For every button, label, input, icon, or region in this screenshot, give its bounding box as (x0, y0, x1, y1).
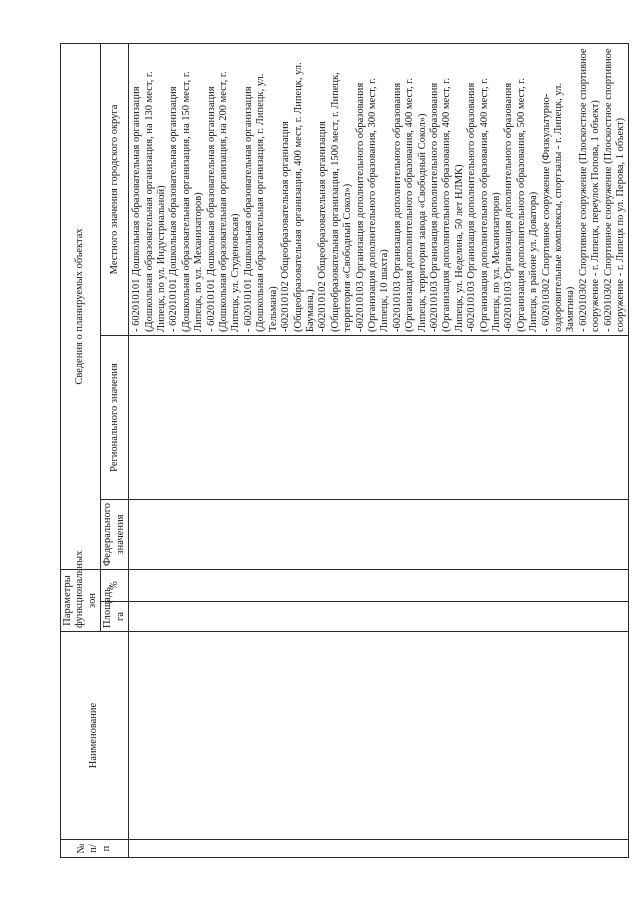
list-item: - 602010101 Дошкольная образовательная организация (Дошкольная образовательная организация, на 130 мест, г. Липецк, по ул. Индустриальной) (131, 71, 168, 332)
header-params-group: Параметры функциональных зон (61, 569, 101, 631)
header-num: № п/п (61, 840, 129, 858)
list-item: - 602010101 Дошкольная образовательная организация (Дошкольная образовательная организация, на 200 мест, г. Липецк, ул. Студеновская) (205, 71, 242, 332)
header-federal: Федерального значения (101, 499, 129, 569)
planned-objects-table (60, 43, 629, 858)
cell-percent (129, 569, 629, 601)
header-planned-group: Сведения о планируемых объектах (61, 43, 101, 569)
header-percent: % (101, 569, 129, 601)
list-item: - 602010302 Спортивное сооружение (Плоскостное спортивное сооружение - г. Липецк по ул. Перова, 1 объект) (602, 48, 627, 332)
list-item: -602010103 Организация дополнительного образования (Организация дополнительного образования, 400 мест, г. Липецк, ул. Неделина, 50 лет НЛМК) (428, 78, 465, 332)
list-item: - 602010302 Спортивное сооружение (Плоскостное спортивное сооружение - г. Липецк, переулок Попова, 1 объект) (577, 48, 602, 332)
header-area: Площадь, га (101, 602, 129, 632)
cell-name (129, 632, 629, 840)
list-item: - 602010101 Дошкольная образовательная организация (Дошкольная образовательная организация, на 150 мест, г. Липецк, по ул. Механизаторов) (168, 71, 205, 332)
cell-local-items (129, 43, 629, 335)
list-item: -602010103 Организация дополнительного образования (Организация дополнительного образования, 300 мест, г. Липецк, 10 шахта) (354, 78, 391, 332)
cell-area (129, 602, 629, 632)
list-item: -602010102 Общеобразовательная организация (Общеобразовательная организация, 400 мест, г. Липецк, ул. Баумана,) (280, 62, 316, 332)
cell-federal (129, 499, 629, 569)
list-item: -602010103 Организация дополнительного образования (Организация дополнительного образования, 500 мест, г. Липецк, в районе ул. Доватора) (503, 78, 540, 332)
list-item: - 602010101 Дошкольная образовательная организация (Дошкольная образовательная организация, г. Липецк, ул. Тельмана) (242, 73, 279, 332)
header-regional: Регионального значения (101, 335, 129, 499)
list-item: -602010102 Общеобразовательная организация (Общеобразовательная организация, 1500 мест, г. Липецк, территория «Свободный Сокол») (317, 72, 354, 332)
list-item: -602010103 Организация дополнительного образования (Организация дополнительного образования, 400 мест, г. Липецк, территория завода «Свободный Сокол») (391, 78, 428, 332)
table-row (129, 43, 629, 857)
list-item: -602010103 Организация дополнительного образования (Организация дополнительного образования, 400 мест, г. Липецк, по ул. Механизаторов) (466, 78, 502, 332)
rotated-page (60, 44, 627, 858)
cell-num (129, 840, 629, 858)
list-item: - 602010302 Спортивное сооружение (Физкультурно-оздоровительные комплексы, спортзалы - г. Липецк, ул. Замятина) (540, 82, 577, 332)
header-name: Наименование (61, 632, 129, 840)
cell-regional (129, 335, 629, 499)
header-local: Местного значения городского округа (101, 43, 129, 335)
